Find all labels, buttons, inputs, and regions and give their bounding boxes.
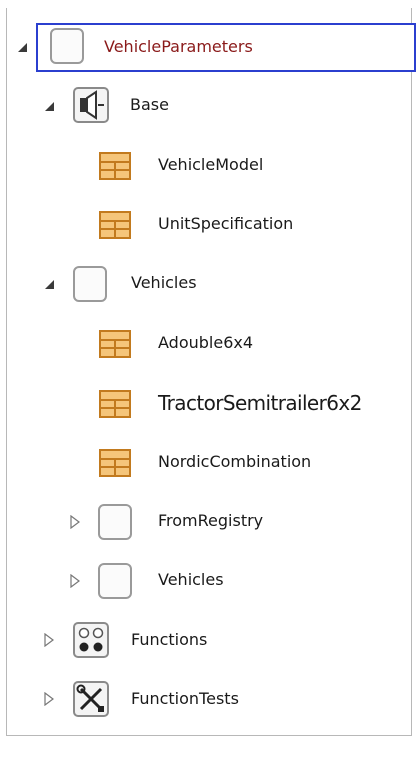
tree-node-label: NordicCombination: [158, 452, 312, 471]
collapse-arrow-icon[interactable]: [42, 277, 56, 291]
collapse-arrow-icon[interactable]: [15, 40, 29, 54]
tree-node-vehicles[interactable]: [66, 259, 236, 307]
tree-node-adouble6x4[interactable]: [92, 319, 312, 367]
tree-node-vehicles-sub[interactable]: [92, 556, 272, 604]
tree-node-label: VehicleModel: [158, 155, 264, 174]
folder-icon: [47, 26, 87, 66]
tree-node-vehiclemodel[interactable]: [92, 141, 322, 189]
expand-arrow-icon[interactable]: [68, 515, 82, 529]
tree-node-label: UnitSpecification: [158, 214, 294, 233]
collapse-arrow-icon[interactable]: [42, 99, 56, 113]
tree-node-fromregistry[interactable]: [92, 497, 322, 545]
expand-arrow-icon[interactable]: [42, 633, 56, 647]
tree-node-label: TractorSemitrailer6x2: [158, 391, 362, 415]
tree-node-tractorsemitrailer6x2[interactable]: [92, 379, 408, 427]
tree-node-label: FromRegistry: [158, 511, 264, 530]
expand-arrow-icon[interactable]: [68, 574, 82, 588]
tree-node-label: Vehicles: [131, 273, 197, 292]
tree-node-functions[interactable]: [66, 616, 256, 664]
tree-node-unitspecification[interactable]: [92, 200, 362, 248]
tree-node-label: Vehicles: [158, 570, 224, 589]
tree-node-label: Adouble6x4: [158, 333, 254, 352]
tree-node-label: FunctionTests: [131, 689, 239, 708]
tree-node-base[interactable]: [66, 81, 206, 129]
tree-node-functiontests[interactable]: [66, 675, 306, 723]
tree-node-nordiccombination[interactable]: [92, 438, 392, 486]
tree-node-label: VehicleParameters: [104, 37, 253, 56]
expand-arrow-icon[interactable]: [42, 692, 56, 706]
tree-node-label: Functions: [131, 630, 208, 649]
tree-node-label: Base: [130, 95, 169, 114]
